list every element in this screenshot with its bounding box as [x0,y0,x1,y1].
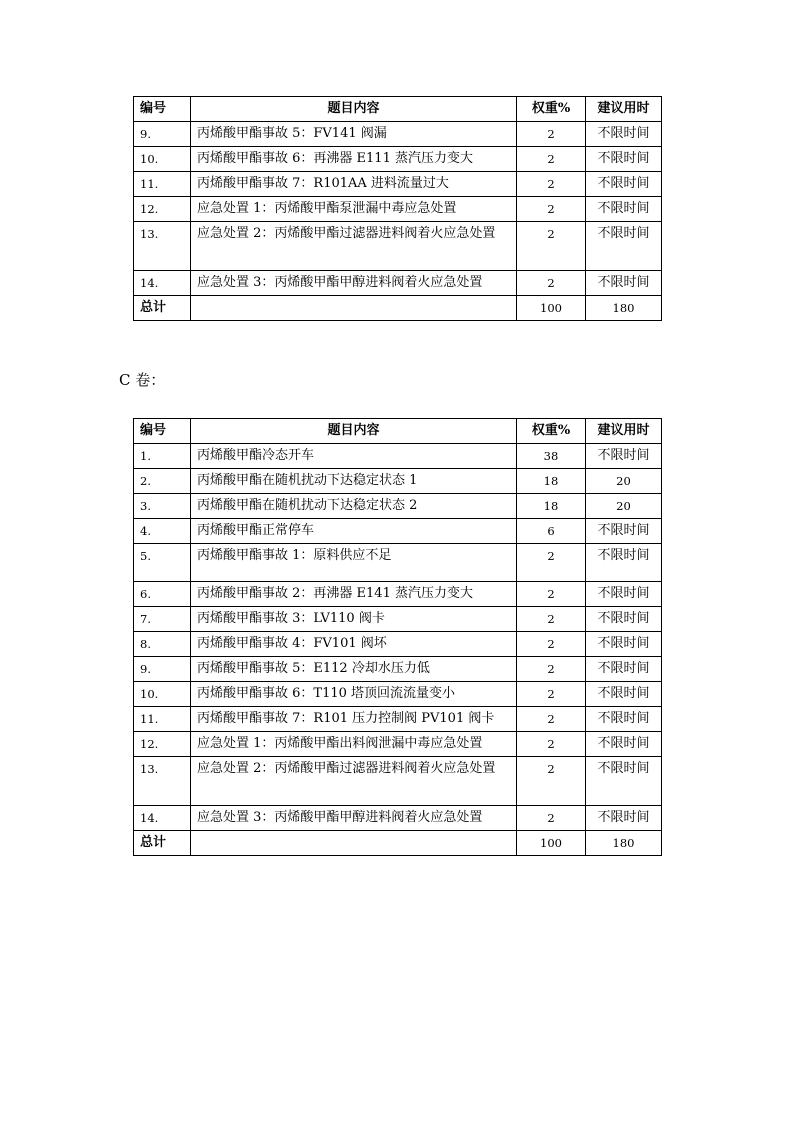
row-content: 丙烯酸甲酯事故 1：原料供应不足 [191,544,517,582]
row-weight: 2 [517,582,586,607]
row-content: 丙烯酸甲酯正常停车 [191,519,517,544]
exam-table-b [133,96,662,321]
total-content [191,296,517,321]
table-row [134,222,662,271]
row-time: 20 [586,494,662,519]
row-number: 10. [134,682,191,707]
row-number: 3. [134,494,191,519]
total-weight: 100 [517,296,586,321]
row-time: 不限时间 [586,172,662,197]
row-content: 丙烯酸甲酯事故 6：再沸器 E111 蒸汽压力变大 [191,147,517,172]
header-weight: 权重% [517,419,586,444]
table-row [134,582,662,607]
row-content: 应急处置 3：丙烯酸甲酯甲醇进料阀着火应急处置 [191,806,517,831]
total-label: 总计 [134,296,191,321]
row-weight: 2 [517,544,586,582]
row-weight: 6 [517,519,586,544]
row-number: 14. [134,271,191,296]
table-row [134,494,662,519]
header-content: 题目内容 [191,419,517,444]
row-time: 不限时间 [586,519,662,544]
header-number: 编号 [134,419,191,444]
row-time: 不限时间 [586,444,662,469]
table-row [134,271,662,296]
table-row [134,469,662,494]
exam-table-c [133,418,662,856]
table-row [134,122,662,147]
total-row [134,296,662,321]
row-content: 应急处置 3：丙烯酸甲酯甲醇进料阀着火应急处置 [191,271,517,296]
row-number: 5. [134,544,191,582]
row-weight: 2 [517,682,586,707]
header-time: 建议用时 [586,419,662,444]
table-row [134,544,662,582]
total-time: 180 [586,831,662,856]
row-time: 不限时间 [586,582,662,607]
row-time: 不限时间 [586,544,662,582]
header-time: 建议用时 [586,97,662,122]
row-content: 丙烯酸甲酯事故 4：FV101 阀坏 [191,632,517,657]
row-number: 8. [134,632,191,657]
table-header-row [134,97,662,122]
header-content: 题目内容 [191,97,517,122]
row-content: 丙烯酸甲酯在随机扰动下达稳定状态 2 [191,494,517,519]
row-weight: 18 [517,494,586,519]
row-number: 12. [134,732,191,757]
table-row [134,806,662,831]
row-number: 12. [134,197,191,222]
total-label: 总计 [134,831,191,856]
row-number: 1. [134,444,191,469]
row-content: 应急处置 1：丙烯酸甲酯泵泄漏中毒应急处置 [191,197,517,222]
row-weight: 38 [517,444,586,469]
row-weight: 2 [517,222,586,271]
row-number: 13. [134,757,191,806]
row-time: 不限时间 [586,757,662,806]
row-number: 9. [134,657,191,682]
header-number: 编号 [134,97,191,122]
row-number: 7. [134,607,191,632]
table-row [134,519,662,544]
row-content: 丙烯酸甲酯事故 3：LV110 阀卡 [191,607,517,632]
row-content: 丙烯酸甲酯事故 2：再沸器 E141 蒸汽压力变大 [191,582,517,607]
row-time: 不限时间 [586,806,662,831]
row-number: 11. [134,707,191,732]
row-number: 10. [134,147,191,172]
row-weight: 2 [517,147,586,172]
row-content: 丙烯酸甲酯冷态开车 [191,444,517,469]
row-weight: 2 [517,632,586,657]
row-weight: 2 [517,197,586,222]
table-row [134,172,662,197]
row-time: 20 [586,469,662,494]
table-row [134,657,662,682]
row-content: 应急处置 1：丙烯酸甲酯出料阀泄漏中毒应急处置 [191,732,517,757]
row-weight: 2 [517,806,586,831]
row-time: 不限时间 [586,147,662,172]
table-row [134,444,662,469]
total-time: 180 [586,296,662,321]
row-time: 不限时间 [586,707,662,732]
table-row [134,707,662,732]
row-number: 2. [134,469,191,494]
table-row [134,732,662,757]
row-weight: 2 [517,122,586,147]
row-weight: 2 [517,607,586,632]
row-weight: 18 [517,469,586,494]
row-weight: 2 [517,172,586,197]
table-row [134,682,662,707]
row-content: 丙烯酸甲酯在随机扰动下达稳定状态 1 [191,469,517,494]
row-time: 不限时间 [586,222,662,271]
row-time: 不限时间 [586,682,662,707]
header-weight: 权重% [517,97,586,122]
row-number: 13. [134,222,191,271]
row-time: 不限时间 [586,271,662,296]
row-number: 14. [134,806,191,831]
row-content: 丙烯酸甲酯事故 7：R101AA 进料流量过大 [191,172,517,197]
row-number: 11. [134,172,191,197]
row-content: 应急处置 2：丙烯酸甲酯过滤器进料阀着火应急处置 [191,757,517,806]
table-row [134,632,662,657]
row-weight: 2 [517,707,586,732]
row-weight: 2 [517,271,586,296]
row-content: 丙烯酸甲酯事故 5：FV141 阀漏 [191,122,517,147]
table-row [134,607,662,632]
row-time: 不限时间 [586,732,662,757]
table-row [134,147,662,172]
row-weight: 2 [517,732,586,757]
row-time: 不限时间 [586,122,662,147]
row-time: 不限时间 [586,197,662,222]
row-weight: 2 [517,657,586,682]
row-time: 不限时间 [586,657,662,682]
table-header-row [134,419,662,444]
table-row [134,197,662,222]
row-time: 不限时间 [586,607,662,632]
row-content: 丙烯酸甲酯事故 6：T110 塔顶回流流量变小 [191,682,517,707]
total-weight: 100 [517,831,586,856]
total-content [191,831,517,856]
row-weight: 2 [517,757,586,806]
row-number: 6. [134,582,191,607]
table-row [134,757,662,806]
row-content: 丙烯酸甲酯事故 5：E112 冷却水压力低 [191,657,517,682]
row-number: 4. [134,519,191,544]
total-row [134,831,662,856]
row-content: 丙烯酸甲酯事故 7：R101 压力控制阀 PV101 阀卡 [191,707,517,732]
row-number: 9. [134,122,191,147]
row-content: 应急处置 2：丙烯酸甲酯过滤器进料阀着火应急处置 [191,222,517,271]
row-time: 不限时间 [586,632,662,657]
section-c-title: C 卷： [119,371,166,389]
